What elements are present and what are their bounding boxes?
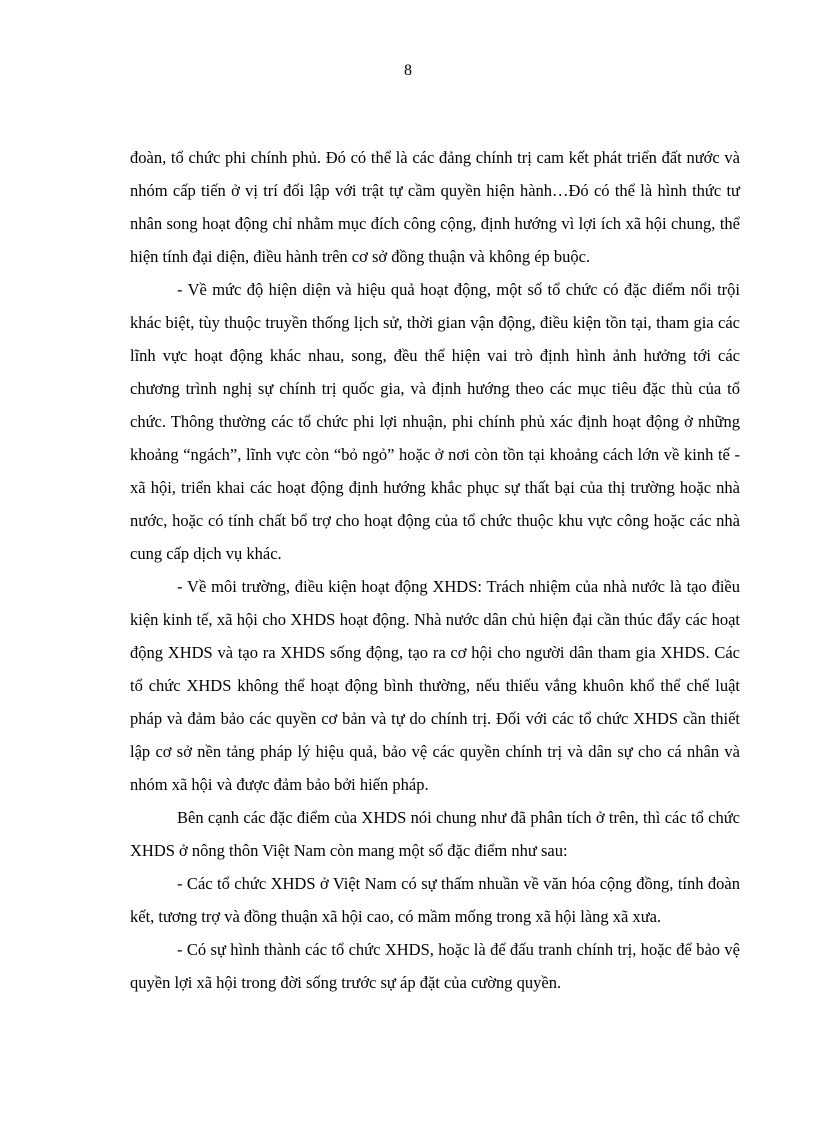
paragraph: - Các tổ chức XHDS ở Việt Nam có sự thấm nhuần về văn hóa cộng đồng, tính đoàn kết, tương trợ và đồng thuận xã hội cao, có mầm mống trong xã hội làng xã xưa. (130, 874, 740, 926)
paragraph: - Về mức độ hiện diện và hiệu quả hoạt động, một số tổ chức có đặc điểm nổi trội khác biệt, tùy thuộc truyền thống lịch sử, thời gian vận động, điều kiện tồn tại, tham gia các lĩnh vực hoạt động khác nhau, song, đều thể hiện vai trò định hình ảnh hưởng tới các chương trình nghị sự chính trị quốc gia, và định hướng theo các mục tiêu đặc thù của tổ chức. Thông thường các tổ chức phi lợi nhuận, phi chính phủ xác định hoạt động ở những khoảng “ngách”, lĩnh vực còn “bỏ ngỏ” hoặc ở nơi còn tồn tại khoảng cách lớn về kinh tế - xã hội, triển khai các hoạt động định hướng khắc phục sự thất bại của thị trường hoặc nhà nước, hoặc có tính chất bổ trợ cho hoạt động của tổ chức thuộc khu vực công hoặc các nhà cung cấp dịch vụ khác. (130, 280, 740, 563)
paragraph: đoàn, tổ chức phi chính phủ. Đó có thể là các đảng chính trị cam kết phát triển đất nước và nhóm cấp tiến ở vị trí đối lập với trật tự cầm quyền hiện hành…Đó có thể là hình thức tư nhân song hoạt động chỉ nhằm mục đích công cộng, định hướng vì lợi ích xã hội chung, thể hiện tính đại diện, điều hành trên cơ sở đồng thuận và không ép buộc. (130, 148, 740, 266)
page-number: 8 (404, 62, 412, 79)
document-body (130, 141, 740, 999)
paragraph: - Về môi trường, điều kiện hoạt động XHDS: Trách nhiệm của nhà nước là tạo điều kiện kinh tế, xã hội cho XHDS hoạt động. Nhà nước dân chủ hiện đại cần thúc đẩy các hoạt động XHDS và tạo ra XHDS sống động, tạo ra cơ hội cho người dân tham gia XHDS. Các tổ chức XHDS không thể hoạt động bình thường, nếu thiếu vắng khuôn khổ thể chế luật pháp và đảm bảo các quyền cơ bản và tự do chính trị. Đối với các tổ chức XHDS cần thiết lập cơ sở nền tảng pháp lý hiệu quả, bảo vệ các quyền chính trị và dân sự cho cá nhân và nhóm xã hội và được đảm bảo bởi hiến pháp. (130, 577, 740, 794)
paragraph: - Có sự hình thành các tổ chức XHDS, hoặc là để đấu tranh chính trị, hoặc để bảo vệ quyền lợi xã hội trong đời sống trước sự áp đặt của cường quyền. (130, 940, 740, 992)
paragraph: Bên cạnh các đặc điểm của XHDS nói chung như đã phân tích ở trên, thì các tổ chức XHDS ở nông thôn Việt Nam còn mang một số đặc điểm như sau: (130, 808, 740, 860)
